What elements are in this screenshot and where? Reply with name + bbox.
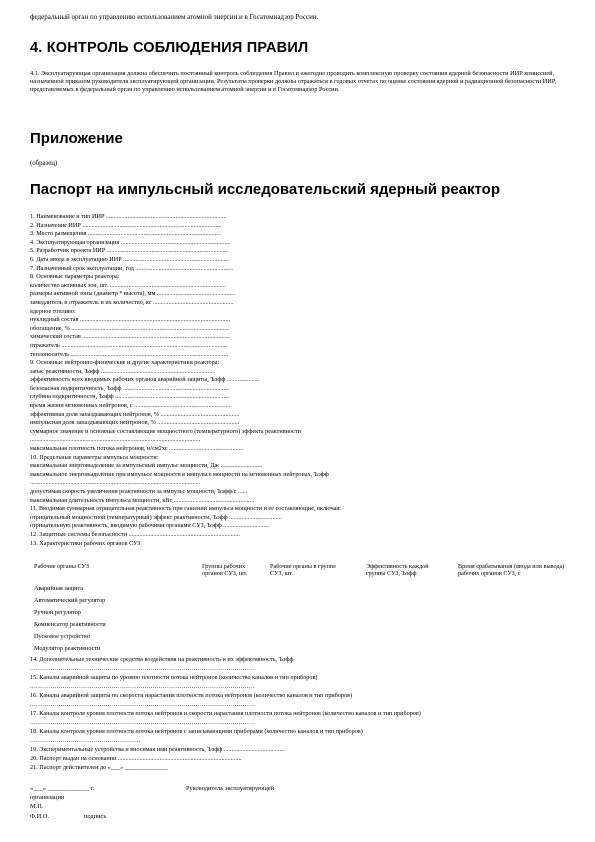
passport-item: глубина подкритичности, Ъэфф ..........................................................................	[30, 393, 230, 401]
bottom-item: 15. Каналы аварийной защиты по уровню плотности потока нейтронов (количество каналов и тип приборов)	[30, 674, 318, 681]
suz-row: Аварийная защита	[34, 585, 84, 592]
bottom-item: 16. Каналы аварийной защиты по скорости нарастания плотности потока нейтронов (количество каналов и тип приборов)	[30, 692, 353, 699]
header-line: федеральный орган по управлению использованием атомной энергии и в Госатомнадзор России.	[30, 13, 319, 21]
signature-sign: подпись	[84, 813, 107, 820]
passport-item: 4. Эксплуатирующая организация .......................................................................	[30, 238, 231, 246]
bottom-item: 20. Паспорт выдан на основании ................................................................................	[30, 755, 242, 762]
passport-item: отрицательную реактивность, вводимую рабочими органами СУЗ, Ъэфф ..............................	[30, 522, 270, 530]
passport-item: теплоноситель ......................................................................................................	[30, 350, 229, 358]
passport-item: отрицательный мощностной (температурный) эффект реактивности, Ъэфф ..................................	[30, 513, 282, 521]
passport-item: эффективность всех вводимых рабочих органов аварийной защиты, Ъэфф .....................	[30, 376, 260, 384]
passport-item: эффективная доля запаздывающих нейтронов, % ...................................................	[30, 410, 240, 418]
passport-item: замедлитель и отражатель и их количество, кг ....................................................	[30, 298, 234, 306]
passport-item: 1. Наименование и тип ИИР ..............................................................................	[30, 213, 227, 220]
passport-item: запас реактивности, Ъэфф ..........................................................................	[30, 367, 216, 375]
signature-fio: Ф.И.О.	[30, 813, 50, 820]
bottom-item: ..............................................................................................................	[30, 683, 256, 690]
passport-item: максимальная плотность потока нейтронов, н/см2хс ................................................	[30, 445, 244, 453]
bottom-item: ......................................................	[30, 737, 141, 744]
passport-item: отражатель ...........................................................................................................	[30, 341, 227, 349]
suz-header-in-group: Рабочие органы в группе СУЗ, шт.	[270, 563, 336, 578]
suz-row: Компенсатор реактивности	[34, 621, 106, 628]
suz-row: Автоматический регулятор	[34, 597, 106, 604]
passport-item: 6. Дата ввода в эксплуатацию ИИР .....................................................................	[30, 255, 230, 263]
bottom-item: ..............................................................................................................	[30, 665, 256, 672]
passport-item: суммарное значение и основные составляющие мощностного (температурного) эффекта реактивности	[30, 427, 301, 435]
passport-item: количество активных зон, шт. ...........................................................................	[30, 281, 226, 289]
passport-title: Паспорт на импульсный исследовательский ядерный реактор	[30, 181, 501, 198]
bottom-item: 17. Каналы контроля уровня плотности потока нейтронов и скорости нарастания плотности потока нейтронов (количество каналов и тип приборов)	[30, 710, 421, 717]
passport-item: 9. Основные нейтронно-физические и другие характеристики реактора:	[30, 359, 220, 367]
suz-row: Ручной регулятор	[34, 609, 81, 616]
bottom-item: 19. Экспериментальные устройства и вносимая ими реактивность, Ъэфф ........................................	[30, 746, 286, 753]
signature-head-label: Руководитель эксплуатирующей	[186, 785, 275, 792]
passport-item: максимальное энерговыделение при импульсе мощности в импульсе мощности на мгновенных нейтронах, Ъэфф	[30, 470, 329, 478]
suz-header-efficiency: Эффективность каждой группы СУЗ, Ъэфф	[366, 563, 429, 578]
suz-header-groups: Группы рабочих органов СУЗ, шт.	[202, 563, 248, 578]
passport-item: 13. Характеристики рабочих органов СУЗ	[30, 539, 141, 547]
passport-item: ядерное топливо:	[30, 307, 76, 315]
passport-item: 2. Назначение ИИР ..........................................................................................	[30, 221, 222, 229]
section-paragraph: 4.1. Эксплуатирующая организация должна обеспечить постоянный контроль соблюдения Правил и ежегодно проводить комплексную проверку состояния ядерной безопасности ИИР комиссией, назначенной приказом руководителя эксплуатирующей организации. Результаты проверки должны отражаться в годовых отчетах по оценке состояния ядерной и радиационной безопасности ИИР, представляемых в федеральный орган по управлению использованием атомной энергии и в Госатомнадзор России.	[30, 70, 557, 93]
section-title: 4. КОНТРОЛЬ СОБЛЮДЕНИЯ ПРАВИЛ	[30, 40, 309, 56]
bottom-item: ..............................................................................................................	[30, 701, 256, 708]
passport-item: максимальная энерговыделение за импульсный импульс мощности, Дж ...........................	[30, 462, 263, 470]
suz-header-organs: Рабочие органы СУЗ	[34, 563, 89, 570]
suz-row: Модулятор реактивности	[34, 645, 101, 652]
passport-item: ..............................................................................................................	[30, 479, 201, 487]
passport-item: размеры активной зоны (диаметр * высота), мм ...................................................	[30, 290, 236, 298]
passport-item: нуклидный состав .................................................................................................	[30, 316, 231, 324]
signature-org-label: организации	[30, 794, 65, 801]
passport-items	[30, 213, 570, 548]
passport-item: 10. Предельные параметры импульса мощности:	[30, 453, 159, 461]
passport-item: 5. Разработчик проекта ИИР ...............................................................................	[30, 247, 229, 255]
passport-item: импульсная доля запаздывающих нейтронов, % .....................................................	[30, 419, 240, 427]
sample-label: (образец)	[30, 160, 58, 167]
suz-row: Пусковое устройство	[34, 633, 90, 640]
passport-item: 11. Вводимая суммарная отрицательная реактивность при гашении импульса мощности и ее составляющие, включая:	[30, 505, 341, 513]
passport-item: 12. Защитные системы безопасности ........................................................................	[30, 530, 240, 538]
passport-item: допустимая скорость увеличения реактивности за импульс мощности, Ъэфф/с ......	[30, 488, 248, 495]
passport-item: время жизни мгновенных нейтронов, с ...............................................................	[30, 402, 232, 410]
bottom-item: 18. Каналы контроля уровня плотности потока нейтронов с записывающими приборами (количество каналов и тип приборов)	[30, 728, 363, 735]
bottom-item: 21. Паспорт действителен до «___» ______________	[30, 764, 169, 771]
passport-item: максимальная длительность импульса мощности, кВт ....................................................	[30, 496, 255, 504]
passport-item: ..............................................................................................................	[30, 436, 201, 444]
suz-header-time: Время срабатывания (ввода или вывода) рабочих органов СУЗ, с	[458, 563, 565, 578]
passport-item: безопасная подкритичность, Ъэфф .....................................................................	[30, 384, 230, 392]
bottom-item: ..............................................................................................................	[30, 719, 256, 726]
signature-date: «___» _____________ г.	[30, 785, 95, 792]
passport-item: 8. Основные параметры реактора:	[30, 273, 120, 281]
bottom-item: 14. Дополнительные технические средства воздействия на реактивность и их эффективность, Ъэфф	[30, 656, 294, 663]
passport-item: 7. Назначенный срок эксплуатации, год ...............................................................	[30, 264, 233, 272]
passport-item: обогащение, % ......................................................................................................	[30, 324, 230, 332]
bottom-items	[30, 656, 570, 773]
signature-mp: М.П.	[30, 803, 44, 810]
passport-item: химический состав ................................................................................................	[30, 333, 231, 341]
appendix-title: Приложение	[30, 130, 123, 147]
passport-item: 3. Место размещения ......................................................................................	[30, 230, 221, 238]
